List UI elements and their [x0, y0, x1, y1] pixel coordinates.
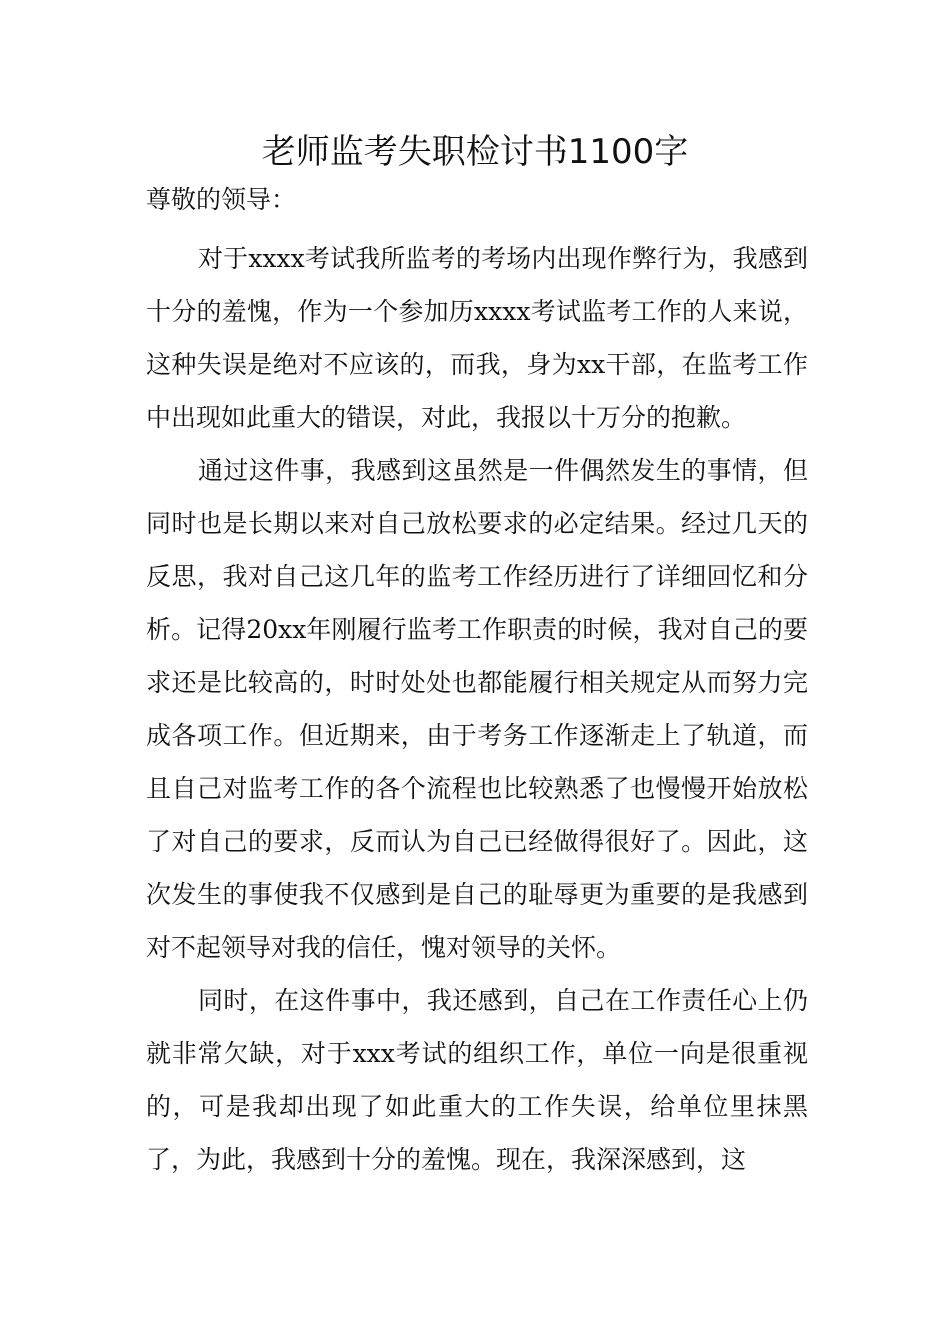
- paragraph-1: 对于xxxx考试我所监考的考场内出现作弊行为，我感到十分的羞愧，作为一个参加历xxxx考试监考工作的人来说，这种失误是绝对不应该的，而我，身为xx干部，在监考工作中出现如此重大的错误，对此，我报以十万分的抱歉。: [146, 244, 808, 432]
- salutation: 尊敬的领导：: [146, 185, 297, 214]
- paragraph-3: 同时，在这件事中，我还感到，自己在工作责任心上仍就非常欠缺，对于xxx考试的组织工作，单位一向是很重视的，可是我却出现了如此重大的工作失误，给单位里抹黑了，为此，我感到十分的羞愧。现在，我深深感到，这: [146, 986, 808, 1174]
- document-title: 老师监考失职检讨书1100字: [261, 132, 689, 172]
- paragraph-2: 通过这件事，我感到这虽然是一件偶然发生的事情，但同时也是长期以来对自己放松要求的必定结果。经过几天的反思，我对自己这几年的监考工作经历进行了详细回忆和分析。记得20xx年刚履行监考工作职责的时候，我对自己的要求还是比较高的，时时处处也都能履行相关规定从而努力完成各项工作。但近期来，由于考务工作逐渐走上了轨道，而且自己对监考工作的各个流程也比较熟悉了也慢慢开始放松了对自己的要求，反而认为自己已经做得很好了。因此，这次发生的事使我不仅感到是自己的耻辱更为重要的是我感到对不起领导对我的信任，愧对领导的关怀。: [146, 456, 808, 962]
- document-body: [146, 232, 808, 1186]
